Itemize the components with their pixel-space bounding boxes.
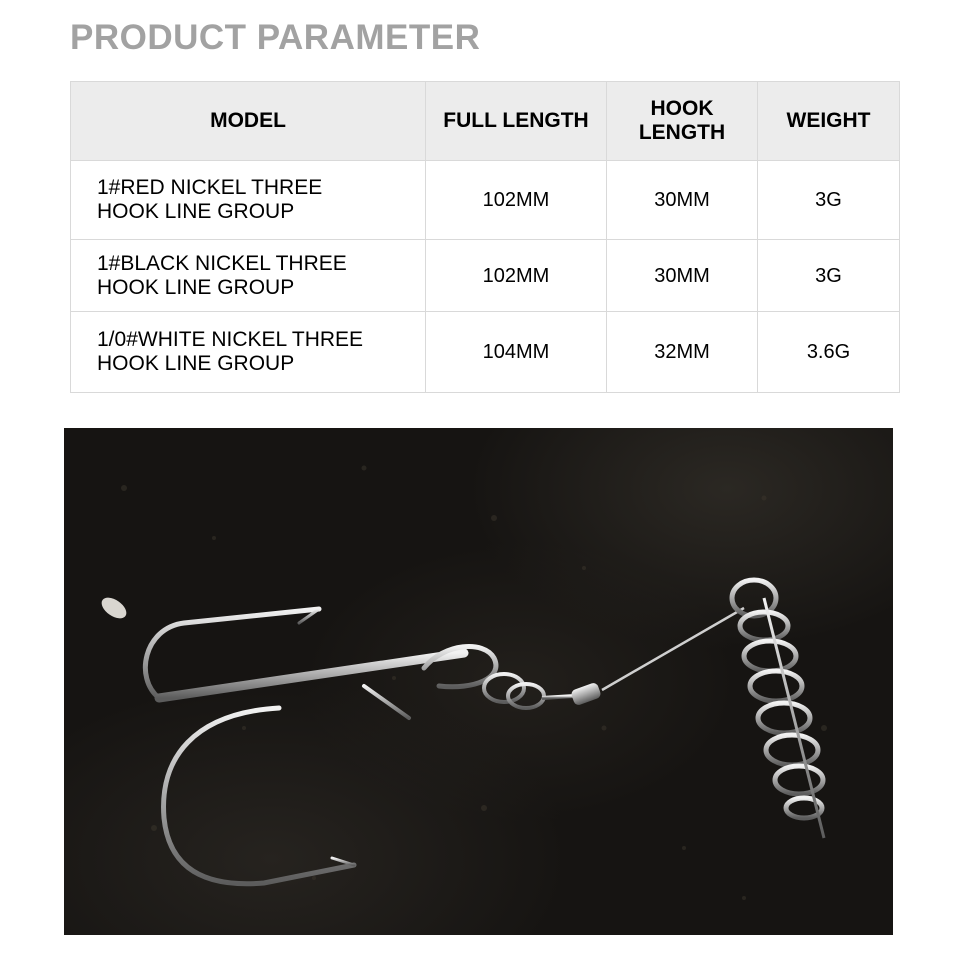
table-row [71, 312, 900, 393]
cell-weight: 3G [758, 161, 900, 240]
header-hook-length [607, 82, 758, 161]
table-row [71, 161, 900, 240]
model-line2: HOOK LINE GROUP [97, 200, 295, 223]
table-row [71, 240, 900, 312]
treble-hook [145, 609, 496, 884]
model-line2: HOOK LINE GROUP [97, 352, 295, 375]
header-hook-length-line1: HOOK [650, 97, 714, 120]
header-weight: WEIGHT [758, 82, 900, 161]
treble-hook-rig-illustration [64, 428, 893, 935]
model-line1: 1#BLACK NICKEL THREE [97, 251, 347, 275]
header-full-length: FULL LENGTH [426, 82, 607, 161]
cell-hook-length: 30MM [607, 161, 758, 240]
cell-full-length: 102MM [426, 240, 607, 312]
header-model: MODEL [71, 82, 426, 161]
model-line1: 1/0#WHITE NICKEL THREE [97, 328, 364, 351]
split-rings [484, 674, 574, 708]
crimp-sleeve [570, 682, 602, 707]
model-line1: 1#RED NICKEL THREE [97, 176, 323, 199]
cell-model [71, 161, 426, 240]
model-line2: HOOK LINE GROUP [97, 275, 295, 299]
cell-weight: 3G [758, 240, 900, 312]
cell-full-length: 104MM [426, 312, 607, 393]
pebble [98, 593, 130, 622]
cell-full-length: 102MM [426, 161, 607, 240]
page-title: PRODUCT PARAMETER [70, 18, 481, 57]
cell-model [71, 240, 426, 312]
cell-weight: 3.6G [758, 312, 900, 393]
coil-spring [732, 580, 824, 838]
cell-hook-length: 30MM [607, 240, 758, 312]
cell-model [71, 312, 426, 393]
cell-hook-length: 32MM [607, 312, 758, 393]
parameter-table [70, 81, 900, 393]
stinger-wire [602, 608, 744, 690]
product-photo [64, 428, 893, 935]
header-hook-length-line2: LENGTH [638, 121, 726, 144]
table-header-row [71, 82, 900, 161]
